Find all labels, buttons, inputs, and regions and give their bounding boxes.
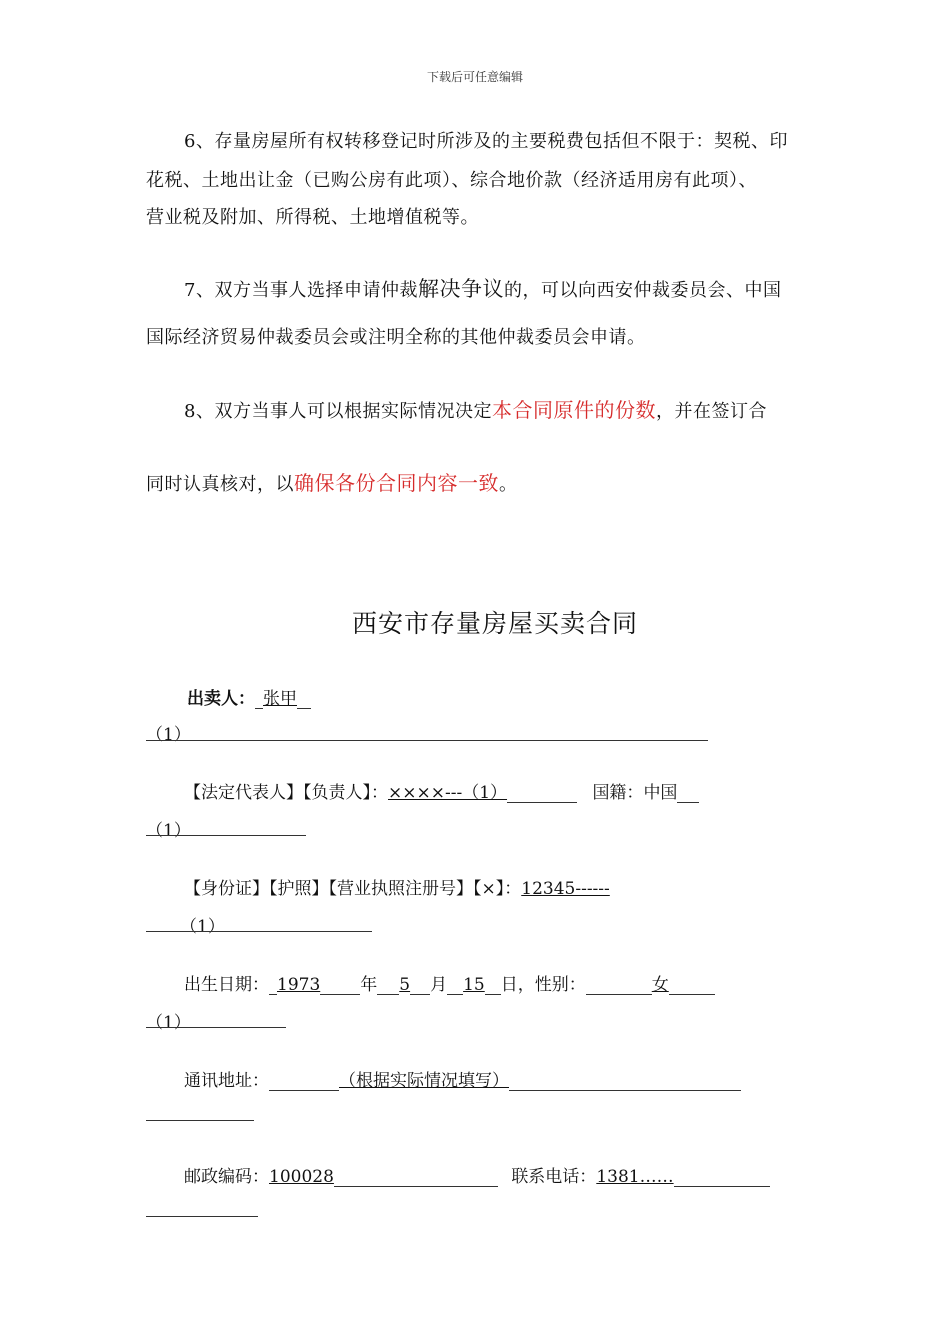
seller-note-1: （1） — [146, 725, 191, 745]
id-underline[interactable] — [146, 931, 372, 932]
clause-7-text-c: 的，可以向西安仲裁委员会、中国 — [503, 280, 782, 301]
contact-row — [184, 1162, 770, 1187]
postcode-pad[interactable] — [334, 1168, 498, 1187]
birth-month-pad[interactable] — [377, 976, 399, 995]
birth-year-pad[interactable] — [269, 976, 277, 995]
clause-7-line-1 — [184, 273, 781, 303]
rep-field-pad[interactable] — [507, 784, 577, 803]
birth-year-field[interactable]: 1973 — [277, 975, 321, 995]
address-label: 通讯地址： — [184, 1071, 269, 1091]
phone-label: 联系电话： — [511, 1167, 597, 1187]
address-underline[interactable] — [146, 1120, 254, 1121]
birth-row — [184, 970, 715, 995]
id-row — [184, 874, 610, 899]
clause-6-line-1: 6、存量房屋所有权转移登记时所涉及的主要税费包括但不限于：契税、印 — [184, 131, 788, 152]
clause-8-text-d: 。 — [499, 474, 518, 495]
birth-month-unit: 月 — [430, 975, 448, 995]
seller-name-pad[interactable] — [255, 690, 263, 709]
birth-day-pad[interactable] — [447, 976, 463, 995]
birth-month-field[interactable]: 5 — [399, 975, 411, 995]
clause-8-highlight-2: 确保各份合同内容一致 — [294, 471, 499, 495]
seller-label: 出卖人： — [187, 689, 255, 709]
clause-8-text-c: 同时认真核对，以 — [146, 474, 294, 495]
birth-day-pad-end[interactable] — [485, 976, 501, 995]
gender-pad-end[interactable] — [669, 976, 715, 995]
seller-name-pad-end[interactable] — [297, 690, 311, 709]
clause-6-line-2: 花税、土地出让金（已购公房有此项）、综合地价款（经济适用房有此项）、 — [146, 170, 757, 191]
rep-row — [184, 778, 699, 803]
nationality-pad[interactable] — [677, 784, 699, 803]
birth-year-pad-end[interactable] — [320, 976, 360, 995]
clause-8-line-1 — [184, 394, 767, 423]
address-pad-end[interactable] — [509, 1072, 741, 1091]
page-header: 下载后可任意编辑 — [426, 70, 523, 84]
postcode-label: 邮政编码： — [184, 1167, 269, 1187]
id-note: （1） — [180, 917, 225, 937]
clause-8-text-b: ，并在签订合 — [655, 401, 767, 422]
address-pad[interactable] — [269, 1072, 339, 1091]
birth-day-field[interactable]: 15 — [463, 975, 485, 995]
seller-row — [187, 684, 311, 709]
clause-7-text-a: 7、双方当事人选择申请仲裁 — [184, 280, 418, 301]
rep-label: 【法定代表人】【负责人】： — [184, 783, 388, 803]
nationality-field[interactable]: 中国 — [643, 783, 678, 803]
birth-year-unit: 年 — [360, 975, 378, 995]
clause-8-line-2 — [146, 467, 518, 496]
birth-underline[interactable] — [146, 1027, 286, 1028]
address-field[interactable]: （根据实际情况填写） — [339, 1071, 509, 1091]
clause-8-highlight-1: 本合同原件的份数 — [491, 398, 656, 422]
address-row — [184, 1066, 741, 1091]
birth-month-pad-end[interactable] — [410, 976, 430, 995]
gender-pad[interactable] — [586, 976, 652, 995]
postcode-field[interactable]: 100028 — [269, 1167, 334, 1187]
rep-note-underline[interactable] — [146, 835, 306, 836]
phone-field[interactable]: 1381…… — [596, 1167, 674, 1187]
contract-title: 西安市存量房屋买卖合同 — [351, 609, 638, 638]
contact-underline[interactable] — [146, 1216, 258, 1217]
clause-6-line-3: 营业税及附加、所得税、土地增值税等。 — [146, 207, 479, 228]
clause-7-emphasis: 解决争议 — [417, 277, 504, 301]
id-label: 【身份证】【护照】【营业执照注册号】【×】： — [184, 879, 522, 899]
clause-7-line-2: 国际经济贸易仲裁委员会或注明全称的其他仲裁委员会申请。 — [146, 327, 646, 348]
phone-pad[interactable] — [674, 1168, 770, 1187]
birth-day-unit: 日，性别： — [500, 975, 586, 995]
seller-name-field[interactable]: 张甲 — [263, 689, 297, 709]
seller-underline[interactable] — [146, 740, 708, 741]
gender-field[interactable]: 女 — [651, 975, 669, 995]
nationality-label: 国籍： — [592, 783, 644, 803]
id-field[interactable]: 12345------ — [521, 879, 610, 899]
rep-field[interactable]: ××××---（1） — [388, 783, 508, 803]
clause-8-text-a: 8、双方当事人可以根据实际情况决定 — [184, 401, 492, 422]
birth-note: （1） — [146, 1013, 191, 1033]
birth-label: 出生日期： — [184, 975, 269, 995]
rep-note: （1） — [146, 821, 191, 841]
